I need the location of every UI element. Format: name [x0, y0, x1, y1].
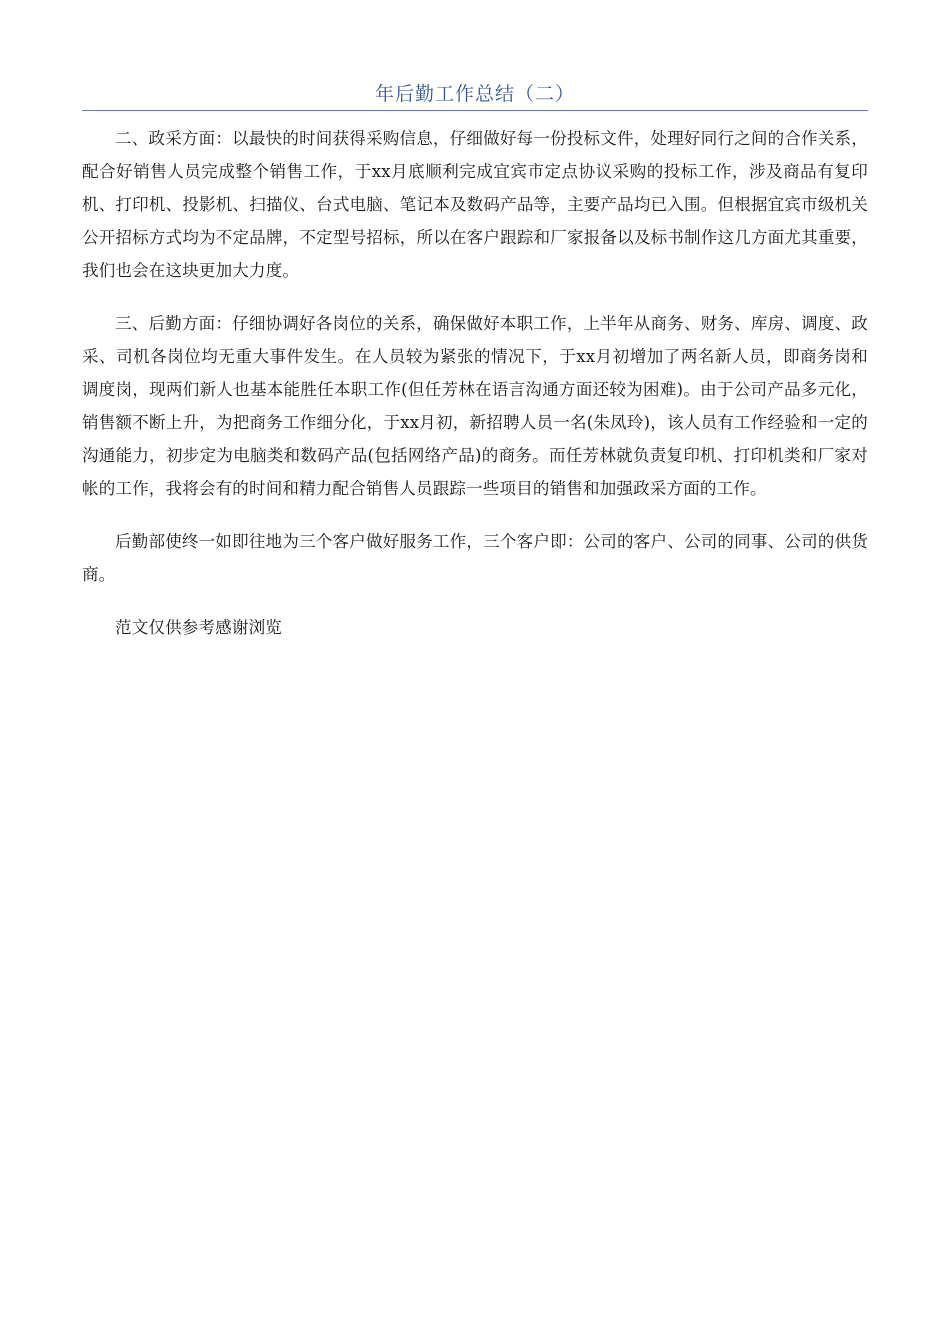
document-body — [82, 122, 868, 664]
paragraph-procurement: 二、政采方面：以最快的时间获得采购信息，仔细做好每一份投标文件，处理好同行之间的合作关系，配合好销售人员完成整个销售工作，于xx月底顺利完成宜宾市定点协议采购的投标工作，涉及商品有复印机、打印机、投影机、扫描仪、台式电脑、笔记本及数码产品等，主要产品均已入围。但根据宜宾市级机关公开招标方式均为不定品牌，不定型号招标，所以在客户跟踪和厂家报备以及标书制作这几方面尤其重要，我们也会在这块更加大力度。 — [82, 129, 868, 280]
paragraph-footer-note: 范文仅供参考感谢浏览 — [115, 618, 282, 637]
page-header — [82, 80, 868, 111]
paragraph-customers: 后勤部使终一如即往地为三个客户做好服务工作，三个客户即：公司的客户、公司的同事、公司的供货商。 — [82, 532, 868, 584]
header-title: 年后勤工作总结（二） — [374, 83, 575, 105]
paragraph-logistics: 三、后勤方面：仔细协调好各岗位的关系，确保做好本职工作，上半年从商务、财务、库房、调度、政采、司机各岗位均无重大事件发生。在人员较为紧张的情况下，于xx月初增加了两名新人员，即商务岗和调度岗，现两们新人也基本能胜任本职工作(但任芳林在语言沟通方面还较为困难)。由于公司产品多元化，销售额不断上升，为把商务工作细分化，于xx月初，新招聘人员一名(朱凤玲)，该人员有工作经验和一定的沟通能力，初步定为电脑类和数码产品(包括网络产品)的商务。而任芳林就负责复印机、打印机类和厂家对帐的工作，我将会有的时间和精力配合销售人员跟踪一些项目的销售和加强政采方面的工作。 — [82, 314, 868, 498]
